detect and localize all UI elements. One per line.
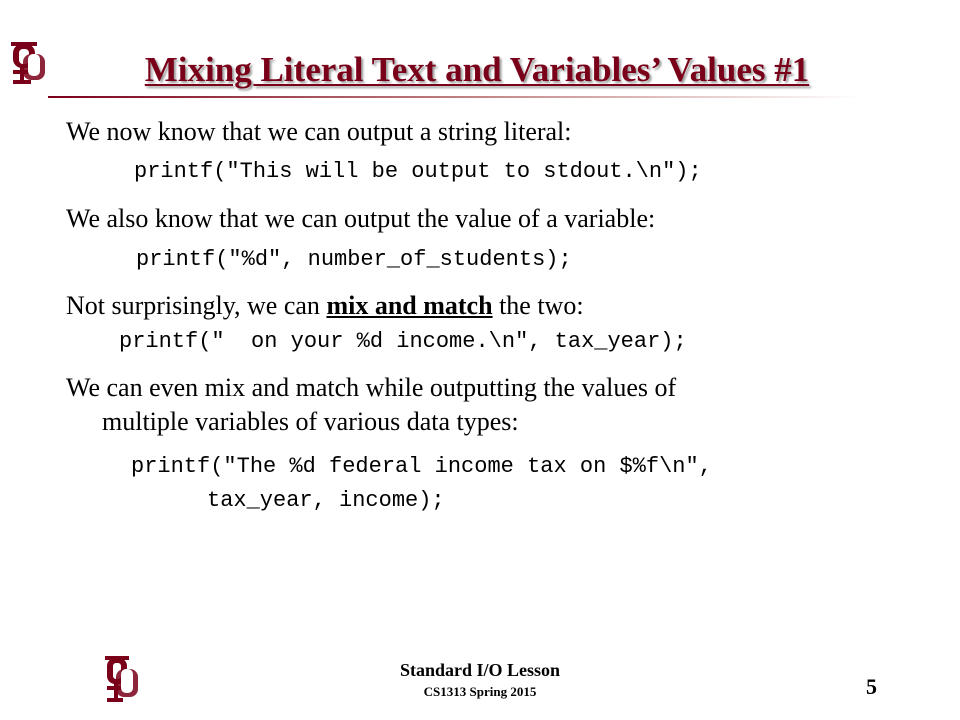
footer-course: CS1313 Spring 2015 (423, 684, 537, 699)
body-line-4a: We can even mix and match while outputting the values of (66, 373, 677, 402)
code-multiple-variables-line-2: tax_year, income); (207, 488, 445, 513)
body-line-1: We now know that we can output a string literal: (66, 117, 572, 146)
footer-lesson-title: Standard I/O Lesson (399, 660, 561, 680)
code-multiple-variables-line-1: printf("The %d federal income tax on $%f\n", (131, 454, 712, 479)
code-mixed-output: printf(" on your %d income.\n", tax_year); (119, 329, 687, 354)
body-line-2: We also know that we can output the value of a variable: (66, 204, 656, 233)
ou-logo-icon (103, 654, 143, 706)
body-line-4b: multiple variables of various data types: (102, 407, 519, 436)
body-line-3-end: the two: (492, 291, 584, 320)
title-rule (48, 96, 860, 98)
code-string-literal: printf("This will be output to stdout.\n"); (134, 159, 702, 184)
ou-logo-icon (8, 40, 52, 88)
code-variable-value: printf("%d", number_of_students); (136, 247, 572, 272)
body-line-3 (66, 290, 584, 322)
body-line-3-start: Not surprisingly, we can (66, 291, 327, 320)
mix-and-match-emphasis: mix and match (326, 291, 493, 320)
slide-title: Mixing Literal Text and Variables’ Values #1 (144, 50, 810, 89)
page-number: 5 (866, 674, 877, 699)
